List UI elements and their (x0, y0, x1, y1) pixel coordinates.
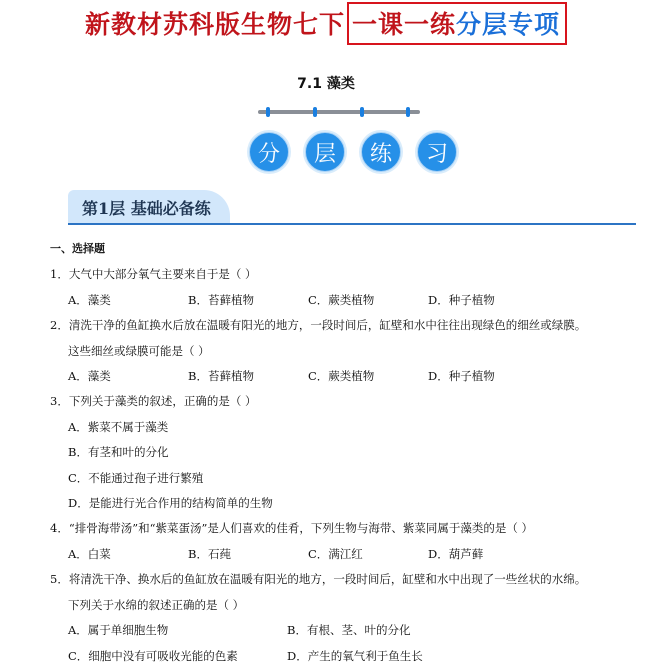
option: B．苔藓植物 (188, 292, 254, 307)
option-row (50, 288, 640, 313)
option: A．白菜 (68, 546, 111, 561)
level-tab: 第1层 基础必备练 (68, 190, 230, 224)
option: A．属于单细胞生物 (68, 623, 169, 638)
option: D．产生的氧气利于鱼生长 (287, 648, 423, 663)
option-row (50, 644, 640, 669)
option: C．细胞中没有可吸收光能的色素 (68, 648, 238, 663)
question-stem: 3．下列关于藻类的叙述，正确的是（ ） (50, 394, 257, 409)
option: B．石莼 (188, 546, 231, 561)
option-row (50, 364, 640, 389)
rail-tick (266, 107, 270, 117)
question-stem: 5．将清洗干净、换水后的鱼缸放在温暖有阳光的地方，一段时间后，缸壁和水中出现了一些丝状的水绵。 (50, 572, 587, 587)
option: C．蕨类植物 (308, 292, 375, 307)
rail-tick (360, 107, 364, 117)
section-title: 7.1 藻类 (297, 76, 355, 92)
part-heading: 一、选择题 (50, 242, 105, 255)
option: B．苔藓植物 (188, 369, 254, 384)
question-list (50, 236, 640, 669)
option-column (50, 415, 640, 517)
option: C．不能通过孢子进行繁殖 (68, 470, 204, 485)
option: B．有根、茎、叶的分化 (287, 623, 411, 638)
option: A．紫菜不属于藻类 (68, 419, 169, 434)
decorative-rail (258, 110, 420, 114)
option: D．种子植物 (428, 292, 495, 307)
practice-circles (249, 132, 457, 172)
question-stem: 4．“排骨海带汤”和“紫菜蛋汤”是人们喜欢的佳肴，下列生物与海带、紫菜同属于藻类的是（ ） (50, 521, 533, 536)
question-stem-cont: 下列关于水绵的叙述正确的是（ ） (68, 597, 245, 612)
question-stem: 1．大气中大部分氧气主要来自于是（ ） (50, 267, 257, 282)
question-stem-cont: 这些细丝或绿膜可能是（ ） (68, 343, 210, 358)
circle-char: 习 (417, 132, 457, 172)
level-underline (68, 223, 636, 225)
option: D．种子植物 (428, 369, 495, 384)
option: B．有茎和叶的分化 (68, 445, 169, 460)
banner-highlight-box (347, 2, 567, 45)
option: A．藻类 (68, 369, 111, 384)
option: D．是能进行光合作用的结构简单的生物 (68, 496, 273, 511)
rail-tick (313, 107, 317, 117)
banner-title-part2: 苏科版生物七下 (162, 10, 345, 39)
option: C．满江红 (308, 546, 363, 561)
option: A．藻类 (68, 292, 111, 307)
circle-char: 练 (361, 132, 401, 172)
circle-char: 层 (305, 132, 345, 172)
document-banner (0, 0, 652, 46)
banner-boxed-red: 一课一练 (352, 9, 457, 39)
option: C．蕨类植物 (308, 369, 375, 384)
banner-title-part1: 新教材 (84, 10, 163, 39)
question-stem: 2．清洗干净的鱼缸换水后放在温暖有阳光的地方，一段时间后，缸壁和水中往往出现绿色的细丝或绿膜。 (50, 318, 587, 333)
banner-boxed-blue: 分层专项 (456, 9, 561, 39)
option-row (50, 618, 640, 643)
option: D．葫芦藓 (428, 546, 484, 561)
rail-tick (406, 107, 410, 117)
circle-char: 分 (249, 132, 289, 172)
option-row (50, 542, 640, 567)
